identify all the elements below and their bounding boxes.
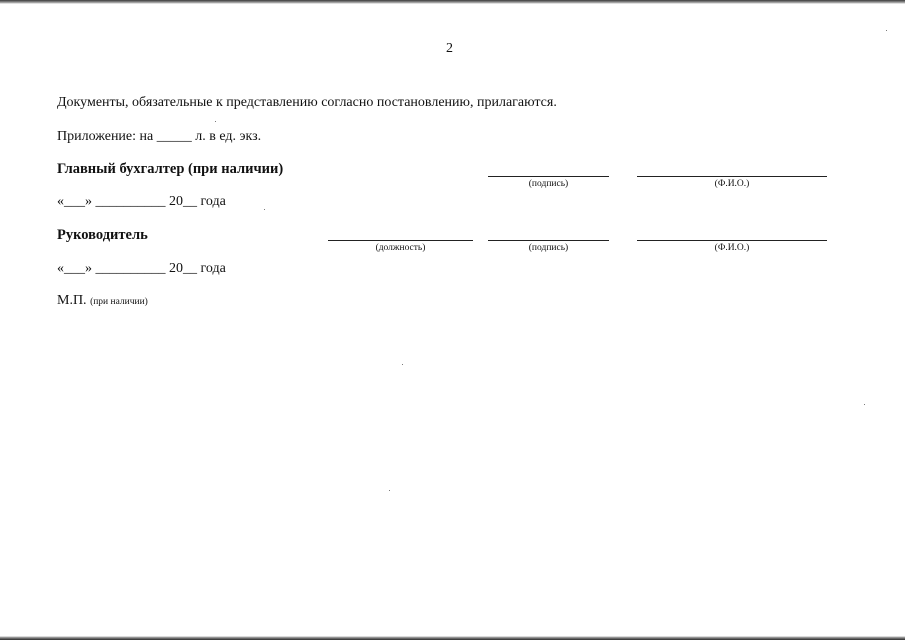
page-number: 2 <box>446 41 453 56</box>
scan-edge-top <box>0 0 905 4</box>
director-name-line <box>637 240 827 241</box>
director-name-caption: (Ф.И.О.) <box>714 243 750 253</box>
attachment-suffix: л. в ед. экз. <box>195 129 262 144</box>
attached-documents-statement: Документы, обязательные к представлению согласно постановлению, прилагаются. <box>57 95 557 110</box>
director-signature-caption: (подпись) <box>528 243 569 253</box>
chief-accountant-date-line: «___» __________ 20__ года <box>57 194 226 209</box>
stamp-note: (при наличии) <box>90 297 148 307</box>
scan-speck <box>864 404 865 405</box>
attachment-line <box>57 129 261 145</box>
attachment-sheets-blank: _____ <box>156 129 192 144</box>
scan-speck <box>215 121 216 122</box>
director-position-line <box>328 240 473 241</box>
stamp-placement <box>57 293 148 309</box>
chief-accountant-signature-caption: (подпись) <box>528 179 569 189</box>
chief-accountant-name-caption: (Ф.И.О.) <box>714 179 750 189</box>
scan-edge-bottom <box>0 636 905 640</box>
chief-accountant-name-line <box>637 176 827 177</box>
stamp-label: М.П. <box>57 293 87 308</box>
scan-speck <box>389 490 390 491</box>
scan-speck <box>886 30 887 31</box>
director-signature-line <box>488 240 609 241</box>
scan-speck <box>402 364 403 365</box>
attachment-prefix: Приложение: на <box>57 129 154 144</box>
director-date-line: «___» __________ 20__ года <box>57 261 226 276</box>
chief-accountant-title: Главный бухгалтер (при наличии) <box>57 161 284 177</box>
scan-speck <box>264 209 265 210</box>
director-title: Руководитель <box>57 227 148 243</box>
chief-accountant-signature-line <box>488 176 609 177</box>
director-position-caption: (должность) <box>375 243 426 253</box>
